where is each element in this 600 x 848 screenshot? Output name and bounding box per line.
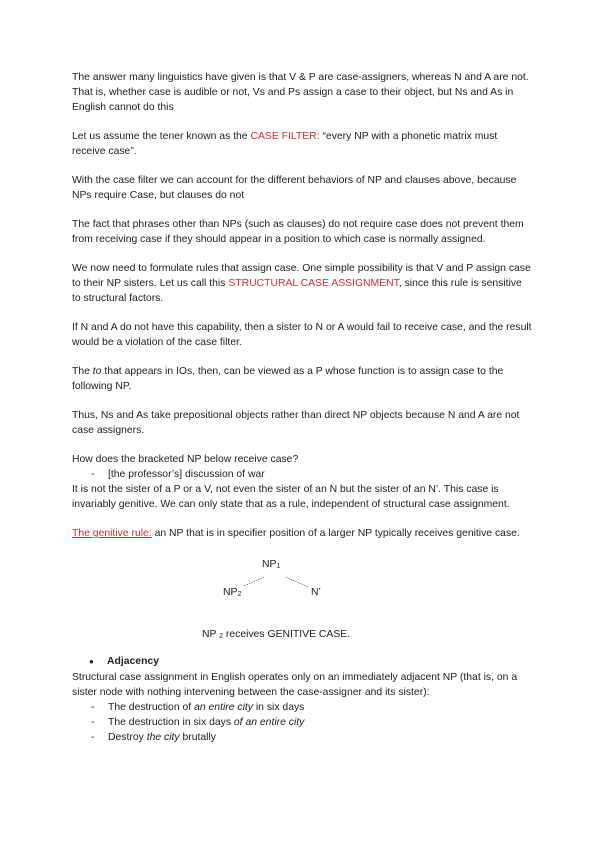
list-item — [91, 700, 532, 715]
text: 2 — [237, 591, 242, 598]
paragraph-case-filter — [72, 129, 532, 159]
section-adjacency — [72, 654, 532, 745]
paragraph-genitive-rule — [72, 526, 532, 541]
example-list — [72, 467, 532, 482]
italic-phrase: an entire city — [194, 702, 253, 713]
text: 2 — [219, 633, 224, 640]
text: Let us assume the tener known as the — [72, 131, 251, 142]
list-item — [91, 730, 532, 745]
adjacency-examples — [72, 700, 532, 745]
section-bracketed-np — [72, 452, 532, 512]
text: The — [72, 366, 93, 377]
tree-node-left — [223, 585, 241, 602]
text: , since this rule is sensitive to structural factors. — [72, 278, 522, 304]
text: NP — [223, 587, 238, 598]
term-case-filter: CASE FILTER: — [250, 131, 320, 142]
paragraph-behaviors: With the case filter we can account for the different behaviors of NP and clauses above, because NPs require Case, but clauses do not — [72, 175, 517, 201]
list-item — [91, 715, 532, 730]
text: Destroy — [108, 732, 147, 743]
paragraph-prepositional-objects: Thus, Ns and As take prepositional objects rather than direct NP objects because N and A are not case assigners. — [72, 410, 520, 436]
paragraph-n-and-a: If N and A do not have this capability, then a sister to N or A would fail to receive case, and the result would be a violation of the case filter. — [72, 322, 532, 348]
text: brutally — [179, 732, 216, 743]
tree-branches — [72, 543, 532, 627]
italic-phrase: the city — [146, 732, 180, 743]
syntax-tree — [72, 543, 532, 627]
text: an NP that is in specifier position of a larger NP typically receives genitive case. — [151, 528, 520, 539]
tree-node-right: N’ — [311, 587, 321, 598]
text: NP — [202, 629, 220, 640]
term-structural-case: STRUCTURAL CASE ASSIGNMENT — [228, 278, 399, 289]
paragraph-case-assigners: The answer many linguistics have given is that V & P are case-assigners, whereas N and A are not. That is, whether case is audible or not, Vs and Ps assign a case to their object, but Ns and As in English cannot do this — [72, 72, 529, 113]
text: 1 — [276, 563, 281, 570]
text: receives GENITIVE CASE. — [223, 629, 351, 640]
tree-caption — [72, 627, 532, 644]
adjacency-text: Structural case assignment in English operates only on an immediately adjacent NP (that is, on a sister node with nothing intervening between the case-assigner and its sister): — [72, 672, 518, 698]
paragraph-to-preposition — [72, 364, 532, 394]
tree-node-root — [262, 557, 280, 574]
text: that appears in IOs, then, can be viewed as a P whose function is to assign case to the following NP. — [72, 366, 504, 392]
question: How does the bracketed NP below receive case? — [72, 454, 299, 465]
paragraph-structural-case — [72, 261, 532, 306]
italic-to: to — [92, 366, 102, 377]
text: in six days — [252, 702, 305, 713]
text: “every NP with a phonetic matrix must receive case”. — [72, 131, 498, 157]
heading-adjacency: ● Adjacency — [72, 654, 532, 669]
text: NP — [262, 559, 277, 570]
paragraph-clauses: The fact that phrases other than NPs (such as clauses) do not require case does not prevent them from receiving case if they should appear in a position to which case is normally assigned. — [72, 219, 524, 245]
text: We now need to formulate rules that assign case. One simple possibility is that V and P assign case to their NP sisters. Let us call this — [72, 263, 531, 289]
text: The destruction in six days — [108, 717, 234, 728]
italic-phrase: of an entire city — [233, 717, 305, 728]
text: The destruction of — [108, 702, 195, 713]
list-item: - [the professor’s] discussion of war — [91, 467, 532, 482]
term-genitive-rule: The genitive rule: — [72, 528, 152, 539]
answer: It is not the sister of a P or a V, not even the sister of an N but the sister of an N’. This case is invariably genitive. We can only state that as a rule, independent of structural case assignment. — [72, 484, 510, 510]
document-body — [72, 70, 532, 745]
